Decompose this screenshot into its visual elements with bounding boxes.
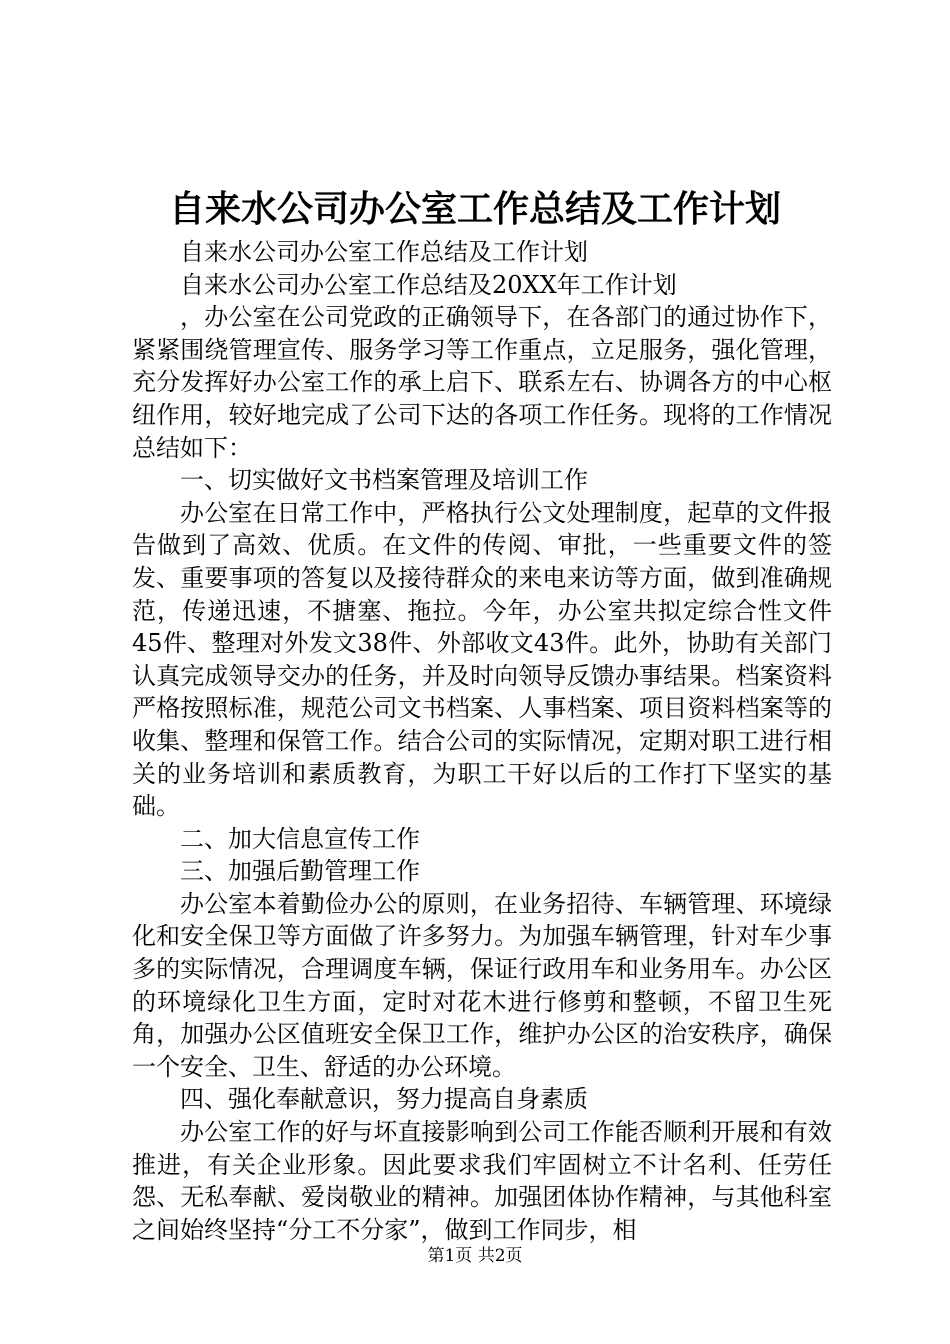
paragraph: ，办公室在公司党政的正确领导下，在各部门的通过协作下，紧紧围绕管理宣传、服务学习等工作重点，立足服务，强化管理，充分发挥好办公室工作的承上启下、联系左右、协调各方的中心枢纽作用，较好地完成了公司下达的各项工作任务。现将的工作情况总结如下： [132, 303, 832, 462]
paragraph: 办公室在日常工作中，严格执行公文处理制度，起草的文件报告做到了高效、优质。在文件的传阅、审批，一些重要文件的签发、重要事项的答复以及接待群众的来电来访等方面，做到准确规范，传递迅速，不搪塞、拖拉。今年，办公室共拟定综合性文件45件、整理对外发文38件、外部收文43件。此外，协助有关部门认真完成领导交办的任务，并及时向领导反馈办事结果。档案资料严格按照标准，规范公司文书档案、人事档案、项目资料档案等的收集、整理和保管工作。结合公司的实际情况，定期对职工进行相关的业务培训和素质教育，为职工干好以后的工作打下坚实的基础。 [132, 498, 832, 821]
section-heading: 一、切实做好文书档案管理及培训工作 [180, 466, 588, 495]
page-footer: 第1页 共2页 [427, 1246, 523, 1266]
paragraph: 办公室本着勤俭办公的原则，在业务招待、车辆管理、环境绿化和安全保卫等方面做了许多努力。为加强车辆管理，针对车少事多的实际情况，合理调度车辆，保证行政用车和业务用车。办公区的环境绿化卫生方面，定时对花木进行修剪和整顿，不留卫生死角，加强办公区值班安全保卫工作，维护办公区的治安秩序，确保一个安全、卫生、舒适的办公环境。 [132, 889, 832, 1081]
paragraph: 办公室工作的好与坏直接影响到公司工作能否顺利开展和有效推进，有关企业形象。因此要求我们牢固树立不计名利、任劳任怨、无私奉献、爱岗敬业的精神。加强团体协作精神，与其他科室之间始终坚持“分工不分家”，做到工作同步，相 [132, 1118, 832, 1244]
document-body [132, 236, 832, 1246]
paragraph: 自来水公司办公室工作总结及20XX年工作计划 [180, 270, 677, 299]
section-heading: 二、加大信息宣传工作 [180, 824, 420, 853]
paragraph: 自来水公司办公室工作总结及工作计划 [180, 238, 588, 266]
section-heading: 三、加强后勤管理工作 [180, 857, 420, 886]
section-heading: 四、强化奉献意识，努力提高自身素质 [180, 1085, 588, 1114]
document-title: 自来水公司办公室工作总结及工作计划 [168, 188, 781, 230]
